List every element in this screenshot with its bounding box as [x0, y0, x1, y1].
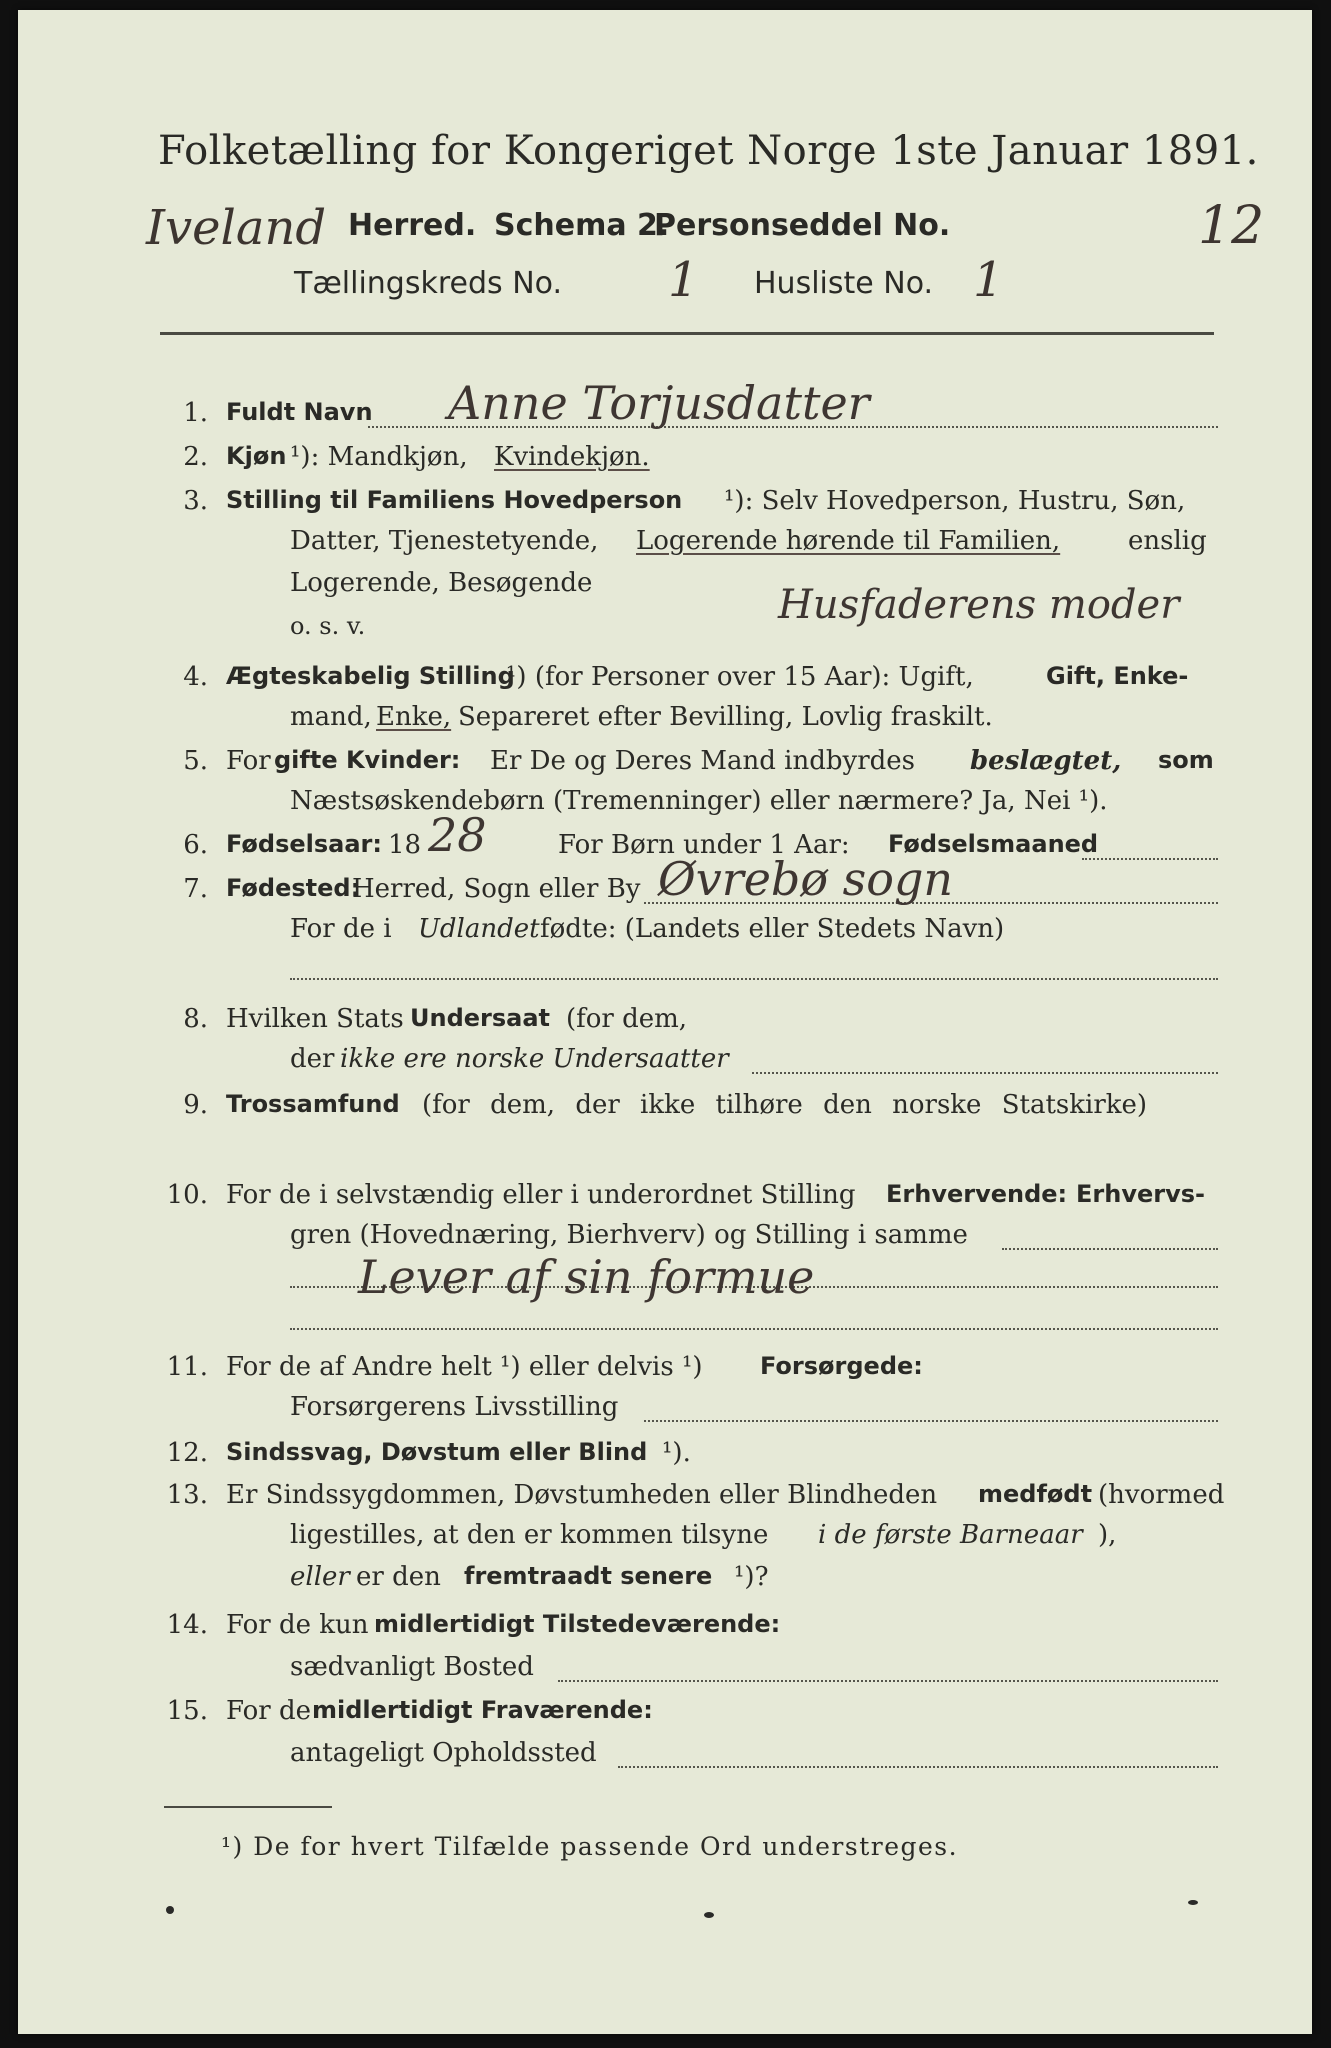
question-15-line2 — [18, 1738, 1312, 1778]
question-text: ¹) (for Personer over 15 Aar): Ugift, — [506, 662, 974, 692]
question-text: For de kun — [226, 1610, 369, 1640]
question-text: gren (Hovednæring, Bierhverv) og Stilling i samme — [290, 1220, 968, 1250]
husliste-number: 1 — [973, 252, 1004, 308]
question-text: Herred, Sogn eller By — [352, 874, 641, 904]
herred-label: Herred. — [348, 208, 477, 243]
question-14 — [18, 1610, 1312, 1650]
answer-line — [618, 1766, 1218, 1768]
census-form — [18, 10, 1312, 2034]
question-label: Fuldt Navn — [226, 398, 373, 426]
question-label: Erhvervende: — [886, 1180, 1068, 1208]
question-label: Fødested: — [226, 874, 361, 902]
question-text: fødte: (Landets eller Stedets Navn) — [540, 914, 1005, 944]
answer-line — [644, 1420, 1218, 1422]
question-2 — [18, 442, 1312, 482]
answer-line — [1002, 1248, 1218, 1250]
schema-label: Schema 2. — [494, 208, 670, 243]
underlined-option: Kvindekjøn. — [494, 442, 650, 472]
question-text: (for dem, der ikke tilhøre den norske Statskirke) — [422, 1090, 1148, 1120]
kreds-label: Tællingskreds No. — [294, 266, 562, 301]
header-rule — [160, 332, 1214, 335]
question-text-italic: i de første Barneaar — [818, 1520, 1083, 1550]
question-text: (for dem, — [566, 1004, 688, 1034]
question-number: 6. — [183, 830, 208, 860]
question-text: ), — [1098, 1520, 1117, 1550]
question-15 — [18, 1696, 1312, 1736]
question-text-bold: Gift, Enke- — [1046, 662, 1189, 690]
question-text: For de i selvstændig eller i underordnet Stilling — [226, 1180, 856, 1210]
question-text: 18 — [388, 830, 422, 860]
question-4-line2 — [18, 702, 1312, 742]
question-text: For Børn under 1 Aar: — [558, 830, 850, 860]
question-text: ¹): Selv Hovedperson, Hustru, Søn, — [724, 486, 1186, 516]
question-text: der — [290, 1044, 335, 1074]
question-text: sædvanligt Bosted — [290, 1652, 534, 1682]
question-text: Separeret efter Bevilling, Lovlig fraskilt. — [458, 702, 993, 732]
question-label: Kjøn — [226, 442, 287, 470]
kreds-number: 1 — [668, 252, 699, 308]
answer-handwritten: 28 — [428, 808, 487, 862]
question-label: Fødselsaar: — [226, 830, 382, 858]
question-text: For de — [226, 1696, 311, 1726]
question-text: Datter, Tjenestetyende, — [290, 526, 599, 556]
footnote-divider — [164, 1806, 332, 1808]
question-number: 8. — [183, 1004, 208, 1034]
question-1 — [18, 376, 1312, 438]
question-text-bold: fremtraadt senere — [464, 1562, 713, 1590]
personseddel-label: Personseddel No. — [654, 208, 951, 243]
question-label: midlertidigt Tilstedeværende: — [374, 1610, 781, 1638]
question-text: ¹). — [662, 1438, 691, 1468]
personseddel-number: 12 — [1198, 196, 1265, 256]
question-text: mand, — [290, 702, 372, 732]
question-number: 1. — [183, 398, 208, 428]
question-7-line2 — [18, 914, 1312, 954]
question-text: Forsørgerens Livsstilling — [290, 1392, 619, 1422]
question-4 — [18, 662, 1312, 702]
question-text: er den — [356, 1562, 441, 1592]
question-text: For de af Andre helt ¹) eller delvis ¹) — [226, 1352, 703, 1382]
question-13-line2 — [18, 1520, 1312, 1560]
question-11-line2 — [18, 1392, 1312, 1432]
question-11 — [18, 1352, 1312, 1392]
question-10 — [18, 1180, 1312, 1220]
question-text-bold: Erhvervs- — [1076, 1180, 1205, 1208]
question-7 — [18, 852, 1312, 914]
question-text: ¹)? — [734, 1562, 769, 1592]
footnote: ¹) De for hvert Tilfælde passende Ord understreges. — [221, 1832, 959, 1861]
husliste-label: Husliste No. — [754, 266, 934, 301]
question-number: 10. — [166, 1180, 208, 1210]
underlined-option: Logerende hørende til Familien, — [636, 526, 1061, 556]
ink-smudge — [166, 1906, 174, 1914]
ink-smudge — [1188, 1900, 1198, 1905]
question-label: midlertidigt Fraværende: — [312, 1696, 653, 1724]
question-12 — [18, 1438, 1312, 1478]
answer-line — [290, 1328, 1218, 1330]
question-text: ¹): Mandkjøn, — [290, 442, 468, 472]
question-number: 3. — [183, 486, 208, 516]
question-text: antageligt Opholdssted — [290, 1738, 597, 1768]
question-label: Sindssvag, Døvstum eller Blind — [226, 1438, 648, 1466]
question-5 — [18, 746, 1312, 786]
question-number: 12. — [166, 1438, 208, 1468]
underlined-option: Enke, — [376, 702, 452, 732]
question-text-italic: Udlandet — [418, 914, 540, 944]
answer-line — [1082, 858, 1218, 860]
question-text-italic: ikke ere norske Undersaatter — [340, 1044, 729, 1074]
question-3-line2 — [18, 526, 1312, 566]
question-3 — [18, 486, 1312, 526]
question-8 — [18, 1004, 1312, 1044]
question-number: 11. — [166, 1352, 208, 1382]
question-text-bold: Fødselsmaaned — [888, 830, 1099, 858]
question-number: 13. — [166, 1480, 208, 1510]
question-text: Logerende, Besøgende — [290, 568, 593, 598]
question-text: Er De og Deres Mand indbyrdes — [490, 746, 916, 776]
question-label: Stilling til Familiens Hovedperson — [226, 486, 683, 514]
ink-smudge — [704, 1912, 714, 1918]
answer-handwritten: Anne Torjusdatter — [448, 376, 870, 430]
question-number: 14. — [166, 1610, 208, 1640]
herred-handwritten: Iveland — [146, 200, 327, 256]
question-text: For — [226, 746, 271, 776]
answer-handwritten: Øvrebø sogn — [658, 852, 954, 906]
question-13-line3 — [18, 1562, 1312, 1602]
question-text: Næstsøskendebørn (Tremenninger) eller nærmere? Ja, Nei ¹). — [290, 786, 1108, 816]
question-text: For de i — [290, 914, 392, 944]
question-number: 4. — [183, 662, 208, 692]
question-5-line2 — [18, 786, 1312, 826]
question-text-italic: beslægtet, — [970, 746, 1122, 776]
question-label: Forsørgede: — [760, 1352, 923, 1380]
question-number: 15. — [166, 1696, 208, 1726]
question-13 — [18, 1480, 1312, 1520]
form-title: Folketælling for Kongeriget Norge 1ste Januar 1891. — [158, 128, 1259, 174]
question-number: 7. — [183, 874, 208, 904]
question-label: Trossamfund — [226, 1090, 400, 1118]
question-text: (hvormed — [1098, 1480, 1225, 1510]
question-text: Hvilken Stats — [226, 1004, 404, 1034]
question-text: enslig — [1128, 526, 1207, 556]
answer-line — [558, 1680, 1218, 1682]
question-text: o. s. v. — [290, 612, 366, 640]
question-14-line2 — [18, 1652, 1312, 1692]
question-text-italic: eller — [290, 1562, 350, 1592]
question-label: Undersaat — [410, 1004, 551, 1032]
question-number: 2. — [183, 442, 208, 472]
answer-handwritten: Lever af sin formue — [358, 1250, 815, 1304]
question-text: Er Sindssygdommen, Døvstumheden eller Blindheden — [226, 1480, 938, 1510]
answer-line — [290, 978, 1218, 980]
answer-handwritten: Husfaderens moder — [778, 582, 1180, 628]
answer-line — [752, 1072, 1218, 1074]
question-number: 5. — [183, 746, 208, 776]
question-text-bold: som — [1158, 746, 1214, 774]
question-label: gifte Kvinder: — [274, 746, 461, 774]
question-text-bold: medfødt — [978, 1480, 1093, 1508]
question-text: ligestilles, at den er kommen tilsyne — [290, 1520, 769, 1550]
question-8-line2 — [18, 1044, 1312, 1084]
question-9 — [18, 1090, 1312, 1130]
question-number: 9. — [183, 1090, 208, 1120]
question-label: Ægteskabelig Stilling — [226, 662, 515, 690]
